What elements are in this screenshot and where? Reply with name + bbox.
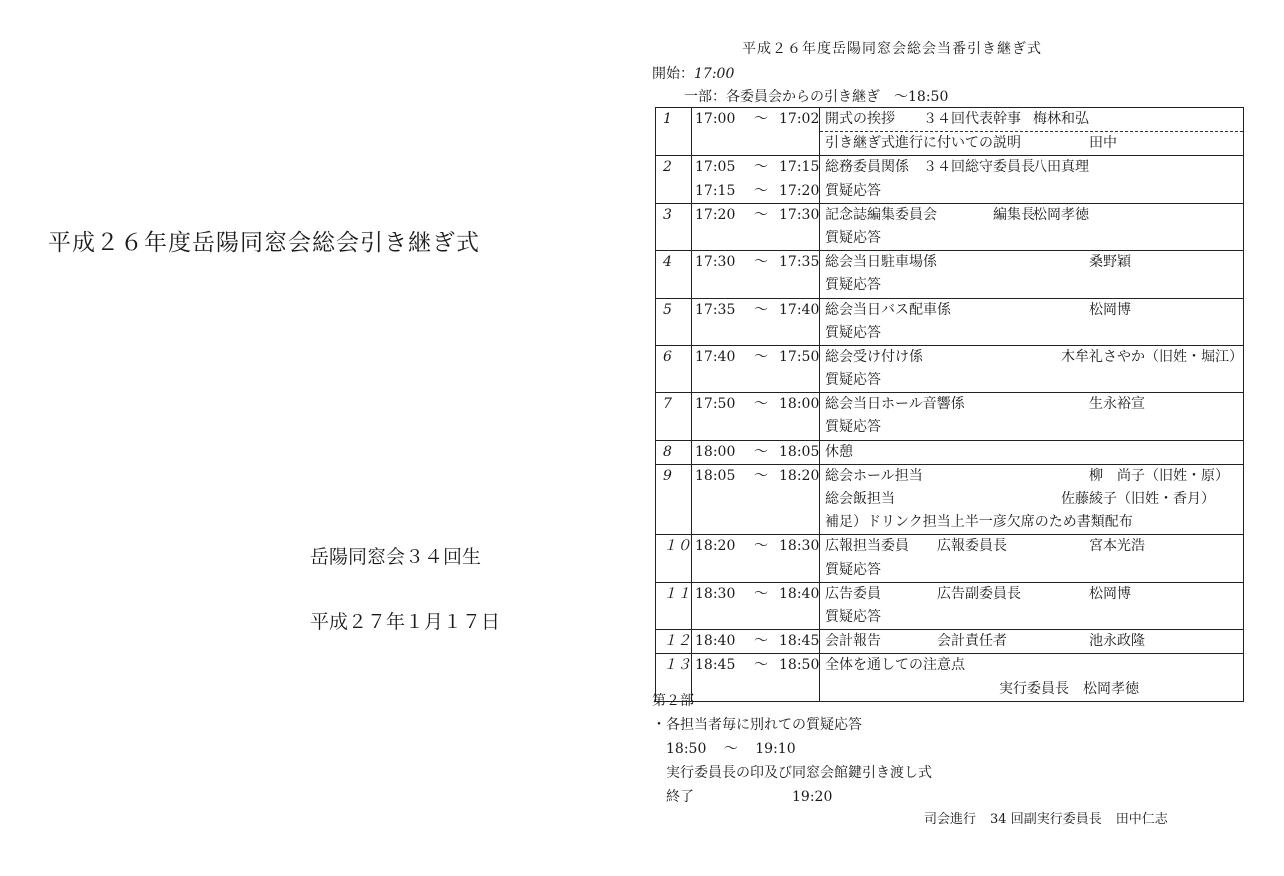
item-line (820, 441, 1243, 464)
item-cell (820, 440, 1244, 464)
time-separator (743, 488, 779, 511)
row-number-cell (656, 440, 692, 464)
responsible-person (881, 559, 1243, 582)
table-row (656, 582, 1244, 629)
end-line (666, 786, 832, 806)
row-number: 3 (663, 206, 672, 223)
item-line (820, 299, 1243, 322)
responsible-person: 梅林和弘 (1033, 111, 1089, 127)
item-line (820, 108, 1243, 132)
time-separator: ～ (754, 301, 768, 318)
item-description: 質疑応答 (825, 182, 881, 199)
responsible-person: 柳 尚子（旧姓・原） (1033, 467, 1229, 484)
time-range (692, 511, 819, 534)
time-range (692, 583, 819, 606)
cover-date: 平成２７年１月１７日 (310, 611, 501, 633)
row-number-cell (656, 582, 692, 629)
item-description: 質疑応答 (825, 561, 881, 578)
item-description: 総会当日バス配車係 (825, 301, 951, 318)
item-description: 総会受け付け係 (825, 348, 923, 365)
time-end: 17:15 (779, 159, 819, 176)
mc-title: 34 回副実行委員長 (990, 812, 1102, 827)
time-separator: ～ (754, 633, 768, 650)
item-line (820, 559, 1243, 582)
time-end: 17:30 (779, 206, 819, 223)
item-description: 総会飯担当 (825, 491, 895, 507)
item-cell (820, 535, 1244, 582)
time-range (692, 180, 819, 203)
responsible-person (881, 180, 1243, 203)
table-row (656, 630, 1244, 654)
item-cell (820, 345, 1244, 392)
item-line (820, 465, 1243, 488)
time-cell (692, 251, 820, 298)
time-cell (692, 654, 820, 701)
time-end (779, 227, 819, 250)
end-time: 19:20 (792, 789, 833, 805)
item-line (820, 132, 1243, 155)
item-line (820, 393, 1243, 416)
responsible-person: 桑野穎 (1033, 254, 1131, 271)
time-separator (743, 322, 779, 345)
row-number-cell (656, 203, 692, 250)
item-line (820, 346, 1243, 369)
time-separator: ～ (754, 182, 768, 199)
row-number-cell (656, 108, 692, 156)
time-range (692, 131, 819, 154)
time-separator: ～ (754, 657, 768, 674)
row-number: １１ (663, 585, 691, 602)
time-range (692, 369, 819, 392)
item-cell (820, 393, 1244, 440)
time-cell (692, 582, 820, 629)
time-range (692, 227, 819, 250)
responsible-person: 生永裕宣 (1033, 396, 1145, 413)
time-separator: ～ (754, 443, 768, 460)
row-number: 5 (663, 301, 672, 318)
item-line (820, 630, 1243, 653)
time-end: 18:45 (779, 633, 819, 650)
part2-time-end: 19:10 (755, 741, 796, 757)
row-number-cell (656, 345, 692, 392)
time-end: 17:20 (779, 182, 819, 199)
item-description: 記念誌編集委員会 編集長 (825, 206, 1035, 223)
time-separator: ～ (754, 538, 768, 555)
row-number: 2 (663, 159, 672, 176)
item-line (820, 156, 1243, 179)
start-time-line (652, 63, 734, 83)
table-row (656, 203, 1244, 250)
item-cell (820, 654, 1244, 701)
time-range (692, 322, 819, 345)
table-row (656, 156, 1244, 203)
time-end (779, 131, 819, 154)
time-range (692, 204, 819, 227)
table-row (656, 535, 1244, 582)
item-line (820, 274, 1243, 297)
row-number-cell (656, 464, 692, 535)
time-range (692, 630, 819, 653)
time-separator: ～ (754, 396, 768, 413)
time-separator (743, 606, 779, 629)
responsible-person (881, 322, 1243, 345)
time-separator (743, 227, 779, 250)
row-number: １２ (663, 633, 691, 650)
item-description: 開式の挨拶 ３４回代表幹事 (825, 111, 1021, 127)
time-cell (692, 535, 820, 582)
time-start (695, 559, 743, 582)
time-start (695, 678, 743, 701)
time-end (779, 511, 819, 534)
end-label: 終了 (666, 789, 694, 805)
item-description: 会計報告 会計責任者 (825, 633, 1007, 650)
item-line (820, 180, 1243, 203)
time-cell (692, 298, 820, 345)
time-cell (692, 464, 820, 535)
time-start: 18:45 (695, 657, 736, 674)
time-start (695, 488, 743, 511)
time-end (779, 559, 819, 582)
program-page (640, 0, 1284, 876)
schedule-table (655, 107, 1244, 702)
item-description: 全体を通しての注意点 (825, 657, 965, 674)
time-separator: ～ (754, 159, 768, 176)
responsible-person: 田中 (1033, 135, 1117, 152)
row-number-cell (656, 630, 692, 654)
time-start (695, 274, 743, 297)
time-range (692, 274, 819, 297)
item-description: 総会当日駐車場係 (825, 254, 937, 271)
responsible-person (881, 369, 1243, 392)
time-range (692, 606, 819, 629)
item-line (820, 204, 1243, 227)
item-line (820, 654, 1243, 677)
time-separator (743, 678, 779, 701)
table-row (656, 393, 1244, 440)
responsible-person: 実行委員長 松岡孝徳 (999, 680, 1139, 697)
time-range (692, 299, 819, 322)
time-separator: ～ (754, 111, 768, 127)
time-start (695, 322, 743, 345)
item-description: 質疑応答 (825, 229, 881, 246)
responsible-person: 松岡博 (1033, 301, 1131, 318)
time-start (695, 369, 743, 392)
table-row (656, 345, 1244, 392)
mc-line (924, 808, 1182, 827)
time-start (695, 227, 743, 250)
time-end (779, 606, 819, 629)
time-range (692, 535, 819, 558)
time-separator (743, 131, 779, 154)
time-end: 18:30 (779, 538, 819, 555)
part2-heading: 第２部 (652, 693, 694, 709)
row-number: 4 (663, 254, 672, 271)
time-range (692, 156, 819, 179)
row-number-cell (656, 251, 692, 298)
time-start: 18:05 (695, 467, 736, 484)
item-description: 質疑応答 (825, 608, 881, 625)
start-label: 開始： (652, 66, 694, 82)
start-time: 17:00 (694, 66, 735, 82)
item-line (820, 251, 1243, 274)
time-cell (692, 156, 820, 203)
mc-name: 田中仁志 (1115, 812, 1168, 827)
time-end (779, 678, 819, 701)
item-description: 質疑応答 (825, 324, 881, 341)
time-separator: ～ (754, 585, 768, 602)
item-line (820, 678, 1243, 701)
item-cell (820, 464, 1244, 535)
responsible-person (881, 606, 1243, 629)
time-cell (692, 630, 820, 654)
responsible-person: 池永政隆 (1033, 633, 1145, 650)
row-number: 8 (663, 443, 672, 460)
time-cell (692, 345, 820, 392)
item-description: 広報担当委員 広報委員長 (825, 538, 1007, 555)
row-number: 6 (663, 348, 672, 365)
responsible-person: 木牟礼さやか（旧姓・堀江） (1033, 348, 1243, 365)
responsible-person (881, 416, 1243, 439)
time-separator (743, 369, 779, 392)
time-end (779, 322, 819, 345)
row-number-cell (656, 535, 692, 582)
part2-time-start: 18:50 (666, 741, 707, 757)
time-start: 17:40 (695, 348, 736, 365)
responsible-person: 松岡博 (1033, 585, 1131, 602)
cover-page (0, 0, 640, 876)
time-end (779, 416, 819, 439)
time-range (692, 465, 819, 488)
time-start: 17:00 (695, 111, 736, 127)
table-row (656, 654, 1244, 701)
responsible-person (853, 441, 1243, 464)
time-end: 17:02 (779, 111, 819, 127)
item-line (820, 322, 1243, 345)
responsible-person: 佐藤綾子（旧姓・香月） (1033, 491, 1215, 507)
row-number-cell (656, 298, 692, 345)
row-number: 9 (663, 467, 672, 484)
item-description: 引き継ぎ式進行に付いての説明 (825, 135, 1021, 152)
time-range (692, 416, 819, 439)
time-range (692, 559, 819, 582)
row-number-cell (656, 393, 692, 440)
time-start: 18:20 (695, 538, 736, 555)
time-cell (692, 393, 820, 440)
mc-role: 司会進行 (924, 812, 977, 827)
time-start: 17:15 (695, 182, 736, 199)
time-end: 18:05 (779, 443, 819, 460)
time-range (692, 654, 819, 677)
row-number: 1 (663, 111, 672, 127)
table-row (656, 251, 1244, 298)
time-end (779, 274, 819, 297)
time-separator: ～ (754, 254, 768, 271)
responsible-person: 八田真理 (1033, 159, 1089, 176)
time-start (695, 511, 743, 534)
item-description (825, 678, 999, 701)
table-row (656, 440, 1244, 464)
time-cell (692, 440, 820, 464)
responsible-person: 宮本光浩 (1033, 538, 1145, 555)
time-start: 18:30 (695, 585, 736, 602)
time-range (692, 488, 819, 511)
item-line (820, 511, 1243, 534)
table-row (656, 298, 1244, 345)
time-end: 18:50 (779, 657, 819, 674)
row-number: １０ (663, 538, 691, 555)
table-row (656, 108, 1244, 156)
time-start (695, 131, 743, 154)
responsible-person (881, 274, 1243, 297)
part2-item: ・各担当者毎に別れての質疑応答 (652, 717, 862, 733)
part1-heading: 一部：各委員会からの引き継ぎ ～18:50 (684, 89, 949, 105)
item-line (820, 416, 1243, 439)
time-range (692, 251, 819, 274)
item-description: 質疑応答 (825, 277, 881, 294)
time-start (695, 606, 743, 629)
time-range (692, 393, 819, 416)
item-cell (820, 156, 1244, 203)
time-start: 17:35 (695, 301, 736, 318)
time-end: 17:50 (779, 348, 819, 365)
time-start: 17:05 (695, 159, 736, 176)
item-description: 補足）ドリンク担当上半一彦欠席のため書類配布 (825, 514, 1133, 531)
time-end (779, 488, 819, 511)
time-start (695, 416, 743, 439)
item-cell (820, 203, 1244, 250)
item-description: 休憩 (825, 443, 853, 460)
item-cell (820, 108, 1244, 156)
item-description: 広告委員 広告副委員長 (825, 585, 1021, 602)
responsible-person (965, 654, 1243, 677)
item-cell (820, 582, 1244, 629)
time-separator: ～ (754, 348, 768, 365)
time-end: 18:40 (779, 585, 819, 602)
time-end: 17:35 (779, 254, 819, 271)
time-end: 17:40 (779, 301, 819, 318)
item-description: 総会ホール担当 (825, 467, 923, 484)
item-line (820, 488, 1243, 511)
time-end (779, 369, 819, 392)
responsible-person (1133, 511, 1243, 534)
item-cell (820, 251, 1244, 298)
time-cell (692, 203, 820, 250)
part2-ceremony: 実行委員長の印及び同窓会館鍵引き渡し式 (666, 765, 932, 781)
time-range (692, 346, 819, 369)
cover-title: 平成２６年度岳陽同窓会総会引き継ぎ式 (48, 230, 480, 256)
table-row (656, 464, 1244, 535)
time-start: 17:50 (695, 396, 736, 413)
item-description: 総務委員関係 ３４回総守委員長 (825, 159, 1035, 176)
time-separator (743, 511, 779, 534)
time-start: 18:40 (695, 633, 736, 650)
time-start: 17:20 (695, 206, 736, 223)
program-title: 平成２６年度岳陽同窓会総会当番引き継ぎ式 (742, 41, 1042, 57)
part2-time (666, 738, 796, 758)
time-end: 18:00 (779, 396, 819, 413)
time-cell (692, 108, 820, 156)
row-number-cell (656, 156, 692, 203)
item-cell (820, 630, 1244, 654)
item-description: 質疑応答 (825, 419, 881, 436)
time-start: 17:30 (695, 254, 736, 271)
time-end: 18:20 (779, 467, 819, 484)
time-start: 18:00 (695, 443, 736, 460)
time-range (692, 678, 819, 701)
cover-organization: 岳陽同窓会３４回生 (310, 546, 482, 568)
item-cell (820, 298, 1244, 345)
time-separator: ～ (754, 467, 768, 484)
time-range (692, 108, 819, 131)
item-line (820, 227, 1243, 250)
time-separator: ～ (754, 206, 768, 223)
time-separator (743, 559, 779, 582)
item-line (820, 535, 1243, 558)
part2-time-sep: ～ (723, 741, 738, 757)
time-separator (743, 274, 779, 297)
row-number: １３ (663, 657, 691, 674)
item-line (820, 583, 1243, 606)
responsible-person: 松岡孝徳 (1033, 206, 1089, 223)
item-description: 総会当日ホール音響係 (825, 396, 965, 413)
item-description: 質疑応答 (825, 372, 881, 389)
item-line (820, 369, 1243, 392)
responsible-person (881, 227, 1243, 250)
time-separator (743, 416, 779, 439)
item-line (820, 606, 1243, 629)
time-range (692, 441, 819, 464)
row-number: 7 (663, 396, 672, 413)
